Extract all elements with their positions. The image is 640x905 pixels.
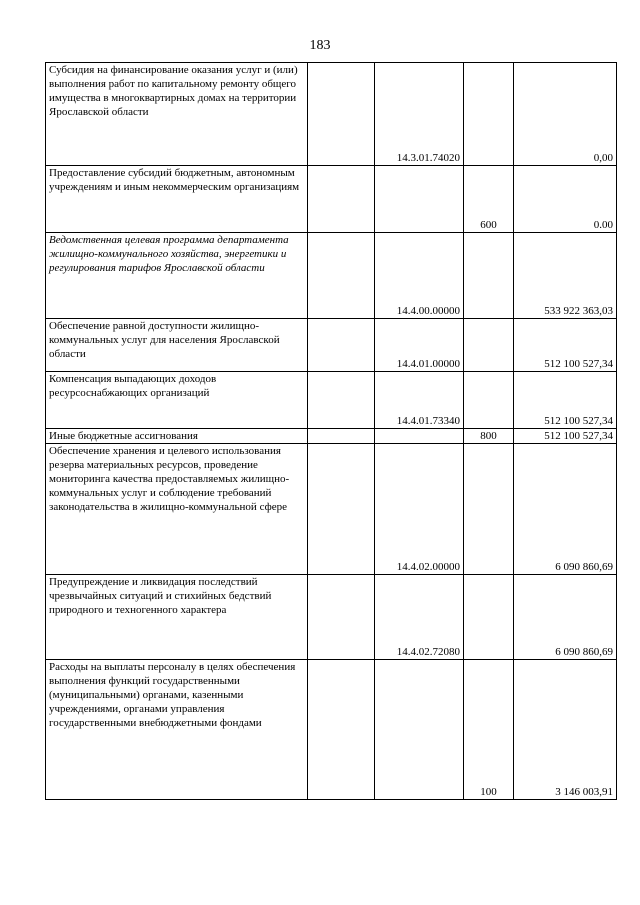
row-expense-type [464,63,514,166]
row-target-code: 14.4.00.00000 [375,233,464,319]
row-amount: 512 100 527,34 [514,372,617,429]
row-expense-type [464,444,514,575]
row-expense-type: 100 [464,660,514,800]
row-empty-cell [308,444,375,575]
row-empty-cell [308,166,375,233]
row-target-code: 14.4.02.00000 [375,444,464,575]
table-row [46,63,617,166]
budget-table-body [46,63,617,800]
row-amount: 512 100 527,34 [514,429,617,444]
row-expense-type [464,575,514,660]
row-description: Расходы на выплаты персоналу в целях обеспечения выполнения функций государственными (муниципальными) органами, казенными учреждениями, органами управления государственными внебюджетными фондами [46,660,308,800]
row-expense-type [464,372,514,429]
table-row [46,233,617,319]
table-row [46,444,617,575]
table-row [46,166,617,233]
table-row [46,575,617,660]
row-empty-cell [308,372,375,429]
row-amount: 512 100 527,34 [514,319,617,372]
budget-table [45,62,617,800]
row-description: Предоставление субсидий бюджетным, автономным учреждениям и иным некоммерческим организациям [46,166,308,233]
row-description: Обеспечение равной доступности жилищно-коммунальных услуг для населения Ярославской области [46,319,308,372]
row-empty-cell [308,575,375,660]
row-description: Предупреждение и ликвидация последствий чрезвычайных ситуаций и стихийных бедствий природного и техногенного характера [46,575,308,660]
row-target-code [375,429,464,444]
row-expense-type: 600 [464,166,514,233]
row-target-code [375,166,464,233]
row-amount: 6 090 860,69 [514,444,617,575]
row-description: Обеспечение хранения и целевого использования резерва материальных ресурсов, проведение мониторинга качества предоставляемых жилищно-коммунальных услуг и соблюдение требований законодательства в жилищно-коммунальной сфере [46,444,308,575]
row-target-code: 14.4.02.72080 [375,575,464,660]
row-expense-type [464,233,514,319]
table-row [46,429,617,444]
row-description: Компенсация выпадающих доходов ресурсоснабжающих организаций [46,372,308,429]
row-amount: 3 146 003,91 [514,660,617,800]
row-target-code: 14.4.01.73340 [375,372,464,429]
row-empty-cell [308,660,375,800]
row-amount: 0,00 [514,63,617,166]
row-empty-cell [308,63,375,166]
row-description: Иные бюджетные ассигнования [46,429,308,444]
row-amount: 0.00 [514,166,617,233]
row-target-code [375,660,464,800]
page-number: 183 [309,38,331,53]
row-empty-cell [308,429,375,444]
row-description: Ведомственная целевая программа департамента жилищно-коммунального хозяйства, энергетики и регулирования тарифов Ярославской области [46,233,308,319]
row-amount: 533 922 363,03 [514,233,617,319]
row-expense-type [464,319,514,372]
row-target-code: 14.3.01.74020 [375,63,464,166]
table-row [46,372,617,429]
row-description: Субсидия на финансирование оказания услуг и (или) выполнения работ по капитальному ремонту общего имущества в многоквартирных домах на территории Ярославской области [46,63,308,166]
row-empty-cell [308,233,375,319]
row-target-code: 14.4.01.00000 [375,319,464,372]
table-row [46,660,617,800]
row-expense-type: 800 [464,429,514,444]
table-row [46,319,617,372]
row-amount: 6 090 860,69 [514,575,617,660]
row-empty-cell [308,319,375,372]
